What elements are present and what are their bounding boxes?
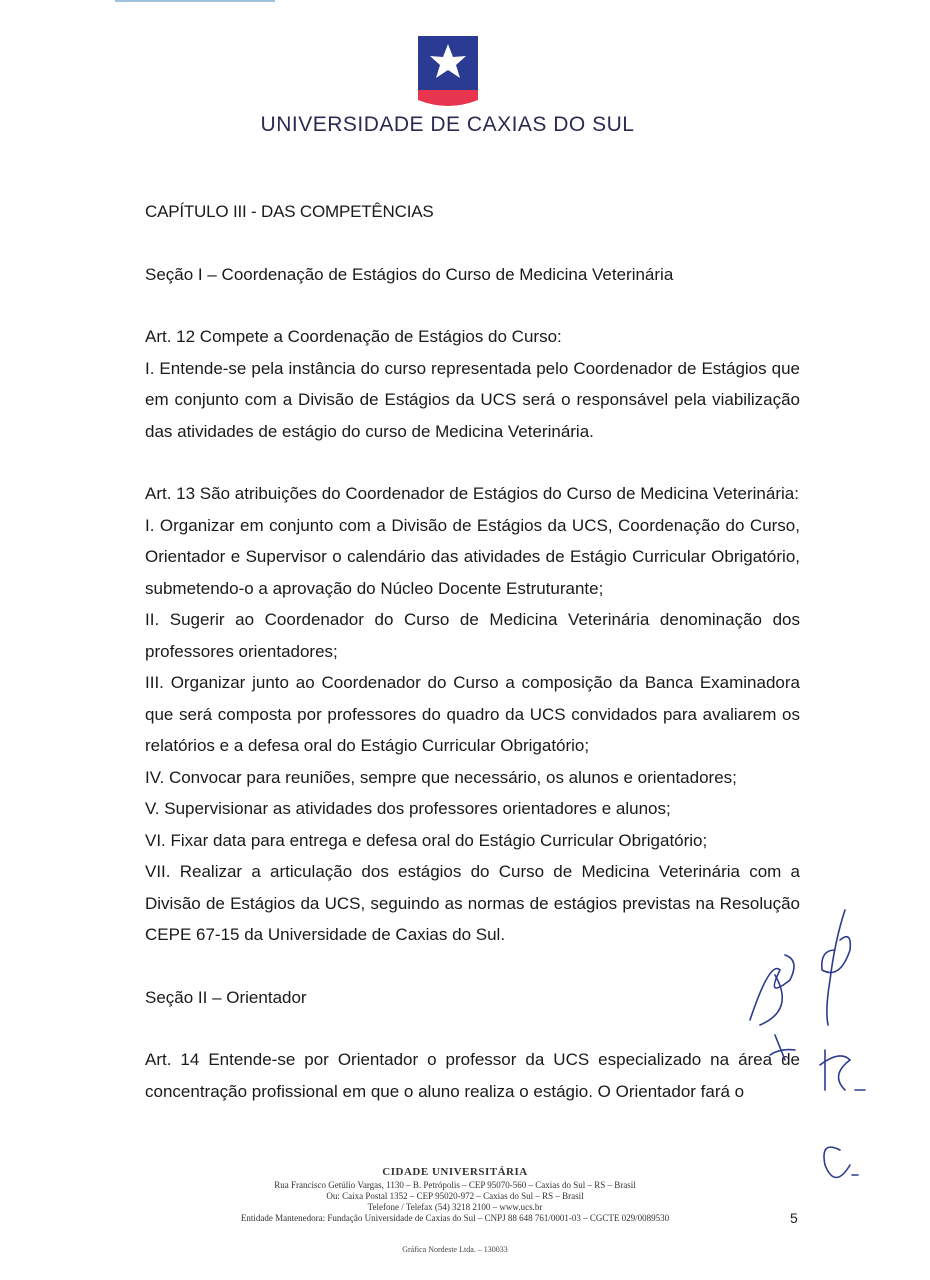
article-12-item-1: I. Entende-se pela instância do curso representada pelo Coordenador de Estágios que em conjunto com a Divisão de Estágios da UCS será o responsável pela viabilização das atividades de estágio do curso de Medicina Veterinária. — [145, 358, 800, 441]
article-13-item-6: VI. Fixar data para entrega e defesa oral do Estágio Curricular Obrigatório; — [145, 830, 708, 850]
section-heading-1: Seção I – Coordenação de Estágios do Curso de Medicina Veterinária — [145, 264, 674, 284]
footer-address-2: Ou: Caixa Postal 1352 – CEP 95020-972 – Caxias do Sul – RS – Brasil — [326, 1191, 584, 1201]
university-name: UNIVERSIDADE DE CAXIAS DO SUL — [260, 113, 635, 136]
article-13-item-3: III. Organizar junto ao Coordenador do Curso a composição da Banca Examinadora que será composta por professores do quadro da UCS convidados para avaliarem os relatórios e a defesa oral do Estágio Curricular Obrigatório; — [145, 673, 800, 755]
section-heading-2: Seção II – Orientador — [145, 987, 307, 1007]
article-13-item-2: II. Sugerir ao Coordenador do Curso de Medicina Veterinária denominação dos professores orientadores; — [145, 610, 800, 661]
printer-credit: Gráfica Nordeste Ltda. – 130033 — [402, 1245, 508, 1254]
article-13-title: Art. 13 São atribuições do Coordenador de Estágios do Curso de Medicina Veterinária: — [145, 484, 799, 503]
article-12-title: Art. 12 Compete a Coordenação de Estágios do Curso: — [145, 327, 562, 346]
footer-entity: Entidade Mantenedora: Fundação Universidade de Caxias do Sul – CNPJ 88 648 761/0001-03 – CGCTE 029/0089530 — [240, 1213, 670, 1223]
footer-title: CIDADE UNIVERSITÁRIA — [382, 1166, 528, 1178]
star-shield-icon — [418, 36, 478, 108]
chapter-heading: CAPÍTULO III - DAS COMPETÊNCIAS — [145, 202, 434, 221]
footer — [0, 1165, 910, 1224]
handwritten-initials — [740, 900, 870, 1200]
article-14-text: Art. 14 Entende-se por Orientador o professor da UCS especializado na área de concentração profissional em que o aluno realiza o estágio. O Orientador fará o — [145, 1050, 800, 1101]
document-body — [145, 196, 800, 1107]
page-number: 5 — [790, 1210, 798, 1226]
article-13-item-4: IV. Convocar para reuniões, sempre que necessário, os alunos e orientadores; — [145, 767, 737, 787]
article-13-item-5: V. Supervisionar as atividades dos professores orientadores e alunos; — [145, 799, 671, 818]
top-edge-line — [115, 0, 275, 2]
footer-phone: Telefone / Telefax (54) 3218 2100 – www.ucs.br — [367, 1202, 543, 1212]
footer-address-1: Rua Francisco Getúlio Vargas, 1130 – B. Petrópolis – CEP 95070-560 – Caxias do Sul – RS – Brasil — [274, 1180, 636, 1190]
article-13-item-1: I. Organizar em conjunto com a Divisão de Estágios da UCS, Coordenação do Curso, Orientador e Supervisor o calendário das atividades de Estágio Curricular Obrigatório, submetendo-o a aprovação do Núcleo Docente Estruturante; — [145, 515, 800, 598]
article-13-item-7: VII. Realizar a articulação dos estágios do Curso de Medicina Veterinária com a Divisão de Estágios da UCS, seguindo as normas de estágios previstas na Resolução CEPE 67-15 da Universidade de Caxias do Sul. — [145, 862, 800, 944]
